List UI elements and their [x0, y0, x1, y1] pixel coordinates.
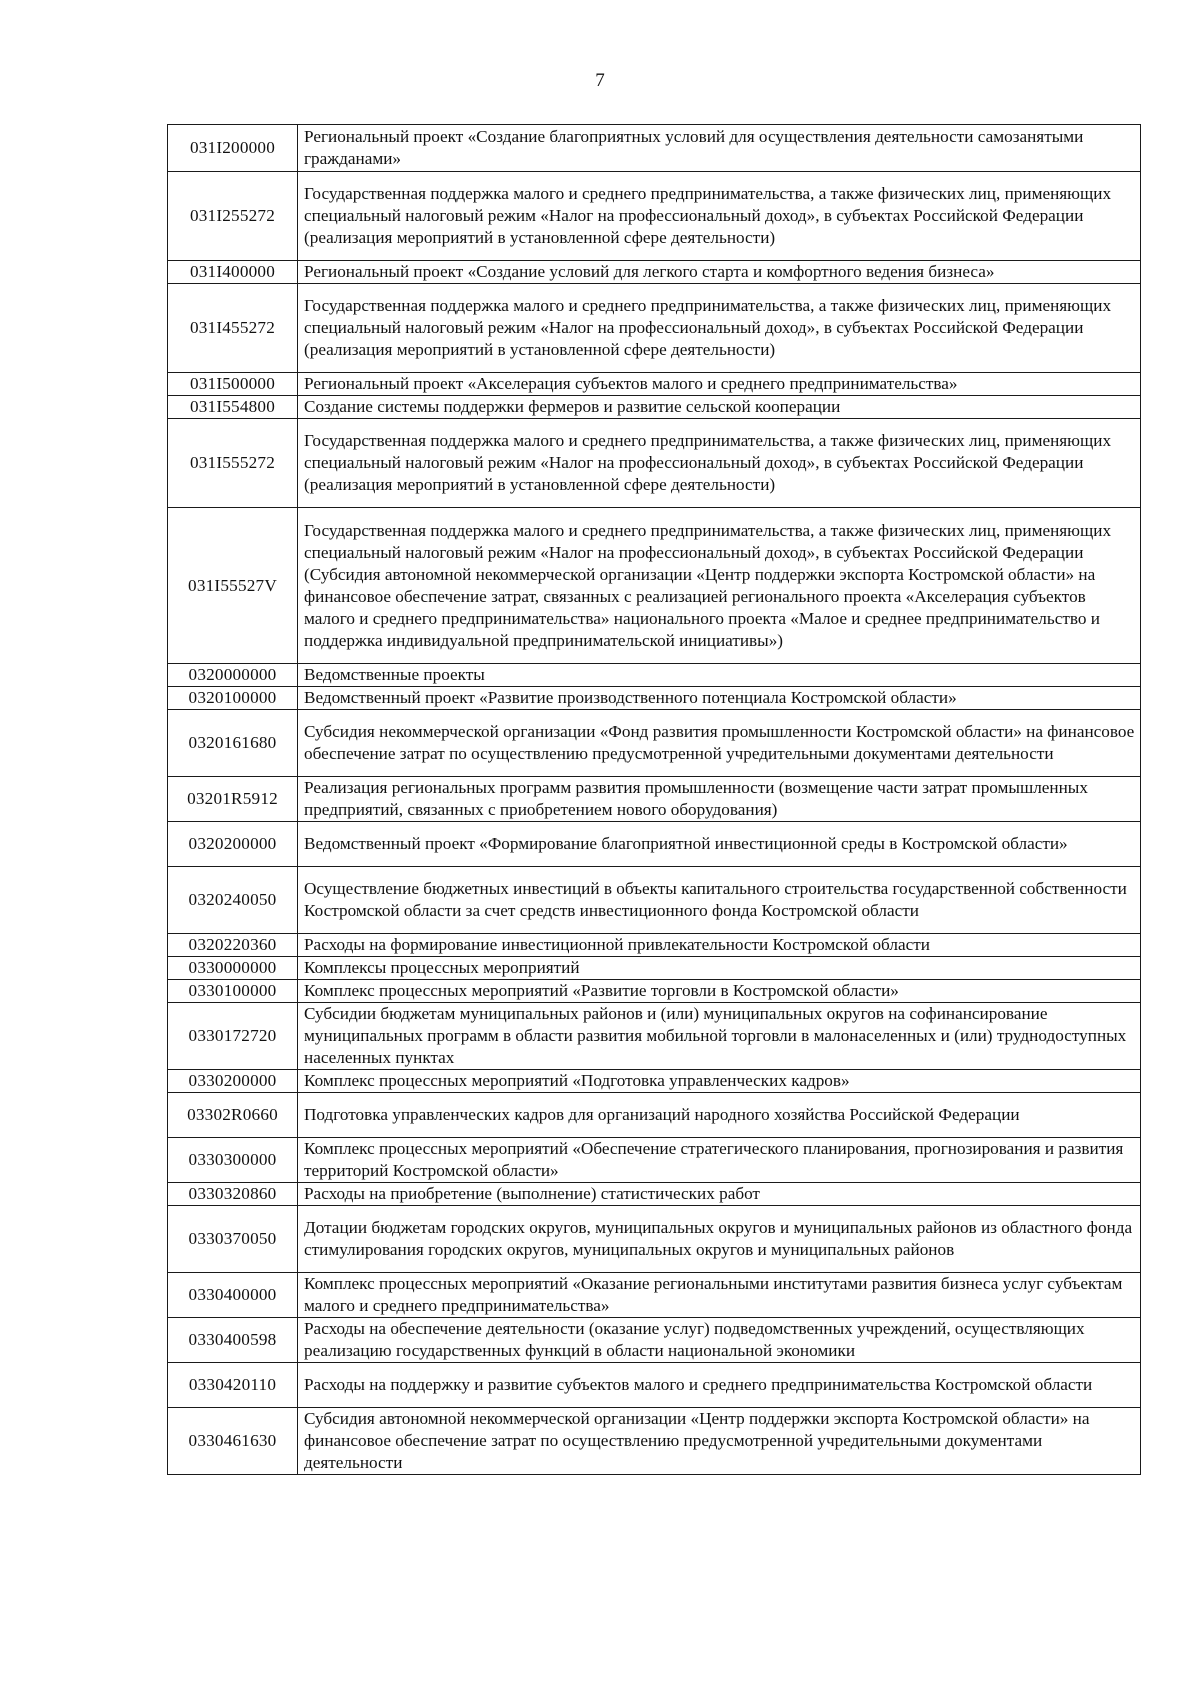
page-number: 7: [595, 70, 605, 91]
row-code: 0330200000: [168, 1070, 298, 1093]
table-row: [168, 125, 1141, 172]
table-row: [168, 1318, 1141, 1363]
row-code: 0330400000: [168, 1273, 298, 1318]
row-code: 0330100000: [168, 980, 298, 1003]
table-row: [168, 664, 1141, 687]
table-row: [168, 822, 1141, 867]
table-row: [168, 261, 1141, 284]
row-code: 0320240050: [168, 867, 298, 934]
row-description: Подготовка управленческих кадров для организаций народного хозяйства Российской Федерации: [298, 1093, 1141, 1138]
row-description: Ведомственный проект «Формирование благоприятной инвестиционной среды в Костромской области»: [298, 822, 1141, 867]
row-description: Расходы на формирование инвестиционной привлекательности Костромской области: [298, 934, 1141, 957]
table-body: [168, 125, 1141, 1475]
row-description: Расходы на поддержку и развитие субъектов малого и среднего предпринимательства Костромской области: [298, 1363, 1141, 1408]
row-description: Реализация региональных программ развития промышленности (возмещение части затрат промышленных предприятий, связанных с приобретением нового оборудования): [298, 777, 1141, 822]
table-row: [168, 777, 1141, 822]
table-row: [168, 373, 1141, 396]
row-code: 0320161680: [168, 710, 298, 777]
row-description: Комплекс процессных мероприятий «Оказание региональными институтами развития бизнеса услуг субъектам малого и среднего предпринимательства»: [298, 1273, 1141, 1318]
table-row: [168, 284, 1141, 373]
table-row: [168, 172, 1141, 261]
row-code: 03302R0660: [168, 1093, 298, 1138]
table-row: [168, 957, 1141, 980]
row-code: 0320000000: [168, 664, 298, 687]
row-code: 031I554800: [168, 396, 298, 419]
table-row: [168, 1070, 1141, 1093]
row-code: 0330172720: [168, 1003, 298, 1070]
row-code: 0330420110: [168, 1363, 298, 1408]
table-row: [168, 710, 1141, 777]
row-description: Комплекс процессных мероприятий «Развитие торговли в Костромской области»: [298, 980, 1141, 1003]
row-code: 0330320860: [168, 1183, 298, 1206]
table-row: [168, 687, 1141, 710]
row-description: Ведомственный проект «Развитие производственного потенциала Костромской области»: [298, 687, 1141, 710]
row-code: 0320200000: [168, 822, 298, 867]
row-description: Комплекс процессных мероприятий «Обеспечение стратегического планирования, прогнозирования и развития территорий Костромской области»: [298, 1138, 1141, 1183]
row-description: Субсидия некоммерческой организации «Фонд развития промышленности Костромской области» на финансовое обеспечение затрат по осуществлению предусмотренной учредительными документами деятельности: [298, 710, 1141, 777]
table-row: [168, 934, 1141, 957]
row-code: 0330400598: [168, 1318, 298, 1363]
row-code: 0330370050: [168, 1206, 298, 1273]
table-row: [168, 980, 1141, 1003]
table-row: [168, 1003, 1141, 1070]
row-code: 031I500000: [168, 373, 298, 396]
row-description: Расходы на приобретение (выполнение) статистических работ: [298, 1183, 1141, 1206]
table-row: [168, 867, 1141, 934]
row-code: 031I255272: [168, 172, 298, 261]
row-description: Региональный проект «Создание условий для легкого старта и комфортного ведения бизнеса»: [298, 261, 1141, 284]
row-description: Ведомственные проекты: [298, 664, 1141, 687]
row-description: Региональный проект «Акселерация субъектов малого и среднего предпринимательства»: [298, 373, 1141, 396]
row-description: Государственная поддержка малого и среднего предпринимательства, а также физических лиц, применяющих специальный налоговый режим «Налог на профессиональный доход», в субъектах Российской Федерации (реализация мероприятий в установленной сфере деятельности): [298, 419, 1141, 508]
table-row: [168, 508, 1141, 664]
row-description: Комплексы процессных мероприятий: [298, 957, 1141, 980]
row-code: 03201R5912: [168, 777, 298, 822]
row-code: 0320220360: [168, 934, 298, 957]
table-row: [168, 396, 1141, 419]
row-code: 031I55527V: [168, 508, 298, 664]
row-description: Региональный проект «Создание благоприятных условий для осуществления деятельности самозанятыми гражданами»: [298, 125, 1141, 172]
row-code: 0330461630: [168, 1408, 298, 1475]
row-code: 0330000000: [168, 957, 298, 980]
table-row: [168, 1363, 1141, 1408]
row-description: Государственная поддержка малого и среднего предпринимательства, а также физических лиц, применяющих специальный налоговый режим «Налог на профессиональный доход», в субъектах Российской Федерации (Субсидия автономной некоммерческой организации «Центр поддержки экспорта Костромской области» на финансовое обеспечение затрат, связанных с реализацией регионального проекта «Акселерация субъектов малого и среднего предпринимательства» национального проекта «Малое и среднее предпринимательство и поддержка индивидуальной предпринимательской инициативы»): [298, 508, 1141, 664]
row-description: Государственная поддержка малого и среднего предпринимательства, а также физических лиц, применяющих специальный налоговый режим «Налог на профессиональный доход», в субъектах Российской Федерации (реализация мероприятий в установленной сфере деятельности): [298, 172, 1141, 261]
row-description: Дотации бюджетам городских округов, муниципальных округов и муниципальных районов из областного фонда стимулирования городских округов, муниципальных округов и муниципальных районов: [298, 1206, 1141, 1273]
budget-codes-table: [167, 124, 1141, 1475]
row-code: 0330300000: [168, 1138, 298, 1183]
table-row: [168, 1183, 1141, 1206]
table-row: [168, 419, 1141, 508]
row-code: 0320100000: [168, 687, 298, 710]
row-description: Осуществление бюджетных инвестиций в объекты капитального строительства государственной собственности Костромской области за счет средств инвестиционного фонда Костромской области: [298, 867, 1141, 934]
row-description: Расходы на обеспечение деятельности (оказание услуг) подведомственных учреждений, осуществляющих реализацию государственных функций в области национальной экономики: [298, 1318, 1141, 1363]
table-row: [168, 1138, 1141, 1183]
row-code: 031I400000: [168, 261, 298, 284]
row-description: Субсидия автономной некоммерческой организации «Центр поддержки экспорта Костромской области» на финансовое обеспечение затрат по осуществлению предусмотренной учредительными документами деятельности: [298, 1408, 1141, 1475]
row-code: 031I555272: [168, 419, 298, 508]
row-description: Создание системы поддержки фермеров и развитие сельской кооперации: [298, 396, 1141, 419]
table-row: [168, 1408, 1141, 1475]
row-code: 031I200000: [168, 125, 298, 172]
row-description: Государственная поддержка малого и среднего предпринимательства, а также физических лиц, применяющих специальный налоговый режим «Налог на профессиональный доход», в субъектах Российской Федерации (реализация мероприятий в установленной сфере деятельности): [298, 284, 1141, 373]
table-row: [168, 1093, 1141, 1138]
row-description: Комплекс процессных мероприятий «Подготовка управленческих кадров»: [298, 1070, 1141, 1093]
row-description: Субсидии бюджетам муниципальных районов и (или) муниципальных округов на софинансирование муниципальных программ в области развития мобильной торговли в малонаселенных и (или) труднодоступных населенных пунктах: [298, 1003, 1141, 1070]
table-row: [168, 1273, 1141, 1318]
table-row: [168, 1206, 1141, 1273]
row-code: 031I455272: [168, 284, 298, 373]
